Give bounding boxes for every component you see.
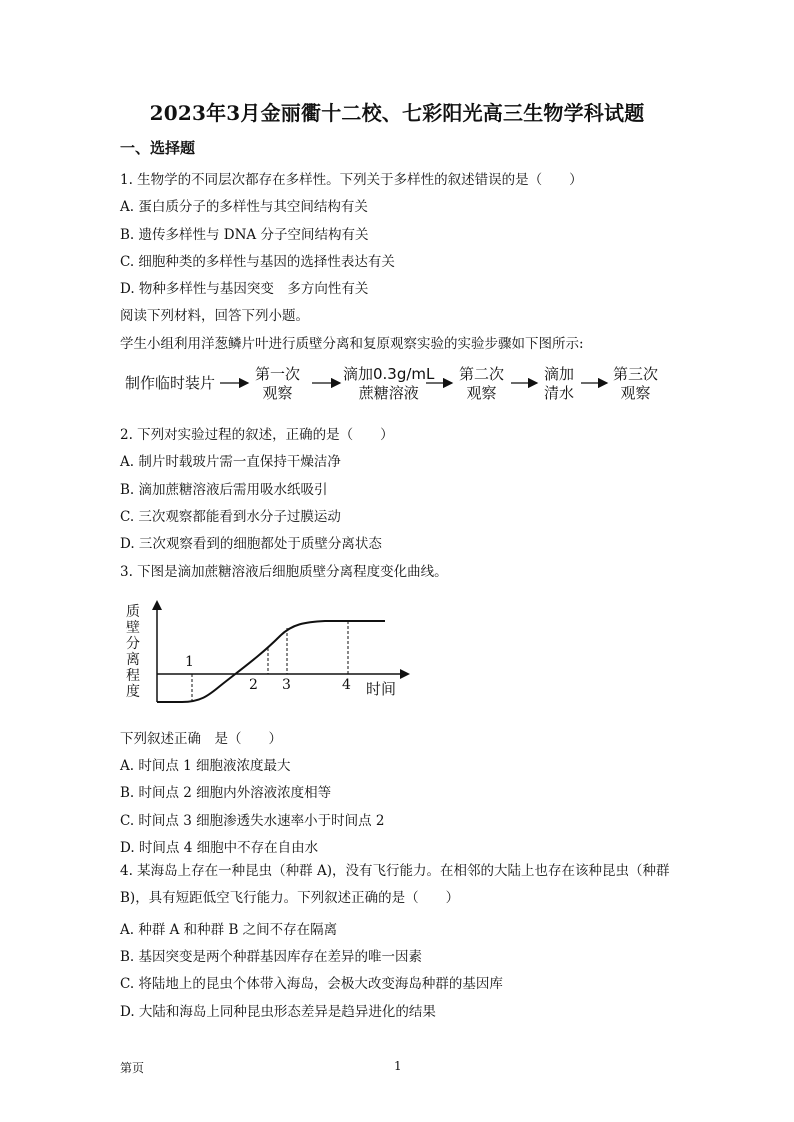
q1-stem: 1. 生物学的不同层次都存在多样性。下列关于多样性的叙述错误的是（ ） [120, 172, 583, 188]
q4-option-d: D. 大陆和海岛上同种昆虫形态差异是趋异进化的结果 [120, 1004, 436, 1020]
q2-stem: 2. 下列对实验过程的叙述，正确的是（ ） [120, 427, 394, 443]
flow-step-add-sucrose [343, 365, 434, 403]
flow-step-third-observe [613, 365, 658, 403]
plasmolysis-curve-graph [120, 598, 420, 716]
q4-option-a: A. 种群 A 和种群 B 之间不存在隔离 [120, 922, 338, 938]
q1-option-a: A. 蛋白质分子的多样性与其空间结构有关 [120, 199, 368, 215]
q3-option-a: A. 时间点 1 细胞液浓度最大 [120, 758, 291, 774]
q2-option-c: C. 三次观察都能看到水分子过膜运动 [120, 509, 341, 525]
q3-option-b: B. 时间点 2 细胞内外溶液浓度相等 [120, 785, 332, 801]
graph-y-arrow [152, 600, 162, 610]
reading-intro: 阅读下列材料，回答下列小题。 [120, 308, 309, 324]
graph-y-label: 质壁分离程度 [126, 604, 140, 700]
graph-x-arrow [400, 669, 410, 679]
flow-step-second-observe-l1: 第二次 [459, 365, 505, 383]
q4-option-b: B. 基因突变是两个种群基因库存在差异的唯一因素 [120, 949, 423, 965]
page-title: 2023年3月金丽衢十二校、七彩阳光高三生物学科试题 [149, 101, 645, 125]
q3-option-d: D. 时间点 4 细胞中不存在自由水 [120, 840, 319, 856]
q2-option-b: B. 滴加蔗糖溶液后需用吸水纸吸引 [120, 482, 328, 498]
graph-point-3: 3 [282, 677, 291, 693]
graph-point-4: 4 [342, 677, 351, 693]
q1-option-d: D. 物种多样性与基因突变 多方向性有关 [120, 281, 369, 297]
q3-option-c: C. 时间点 3 细胞渗透失水速率小于时间点 2 [120, 813, 385, 829]
flow-step-first-observe [255, 365, 300, 403]
experiment-flow-diagram [120, 360, 680, 410]
flow-step-first-observe-l1: 第一次 [255, 365, 301, 383]
flow-step-second-observe-l2: 观察 [466, 384, 497, 402]
flow-step-add-sucrose-l1: 滴加0.3g/mL [343, 365, 435, 383]
q2-option-d: D. 三次观察看到的细胞都处于质壁分离状态 [120, 536, 382, 552]
flow-step-add-water [544, 365, 574, 403]
q1-option-b: B. 遗传多样性与 DNA 分子空间结构有关 [120, 227, 369, 243]
material-text: 学生小组利用洋葱鳞片叶进行质壁分离和复原观察实验的实验步骤如下图所示: [120, 336, 584, 352]
q3-prompt: 下列叙述正确 是（ ） [120, 731, 282, 747]
flow-step-make-slide: 制作临时装片 [125, 374, 216, 392]
flow-step-add-water-l2: 清水 [544, 384, 575, 402]
q4-stem: 4. 某海岛上存在一种昆虫（种群 A)，没有飞行能力。在相邻的大陆上也存在该种昆虫（种群 B)，具有短距低空飞行能力。下列叙述正确的是（ ） [120, 863, 670, 906]
q3-stem: 3. 下图是滴加蔗糖溶液后细胞质壁分离程度变化曲线。 [120, 564, 448, 580]
graph-point-1: 1 [185, 654, 194, 670]
flow-step-third-observe-l1: 第三次 [613, 365, 659, 383]
flow-step-second-observe [459, 365, 504, 403]
graph-x-label: 时间 [366, 680, 397, 698]
flow-step-third-observe-l2: 观察 [620, 384, 651, 402]
q2-option-a: A. 制片时载玻片需一直保持干燥洁净 [120, 454, 341, 470]
q1-option-c: C. 细胞种类的多样性与基因的选择性表达有关 [120, 254, 395, 270]
graph-point-2: 2 [249, 677, 258, 693]
q4-option-c: C. 将陆地上的昆虫个体带入海岛，会极大改变海岛种群的基因库 [120, 976, 503, 992]
flow-step-first-observe-l2: 观察 [262, 384, 293, 402]
section-heading: 一、选择题 [120, 139, 196, 157]
footer-page-number: 1 [394, 1059, 402, 1073]
footer-page-label: 第页 [120, 1061, 145, 1075]
flow-step-add-sucrose-l2: 蔗糖溶液 [358, 384, 419, 402]
flow-step-add-water-l1: 滴加 [544, 365, 575, 383]
